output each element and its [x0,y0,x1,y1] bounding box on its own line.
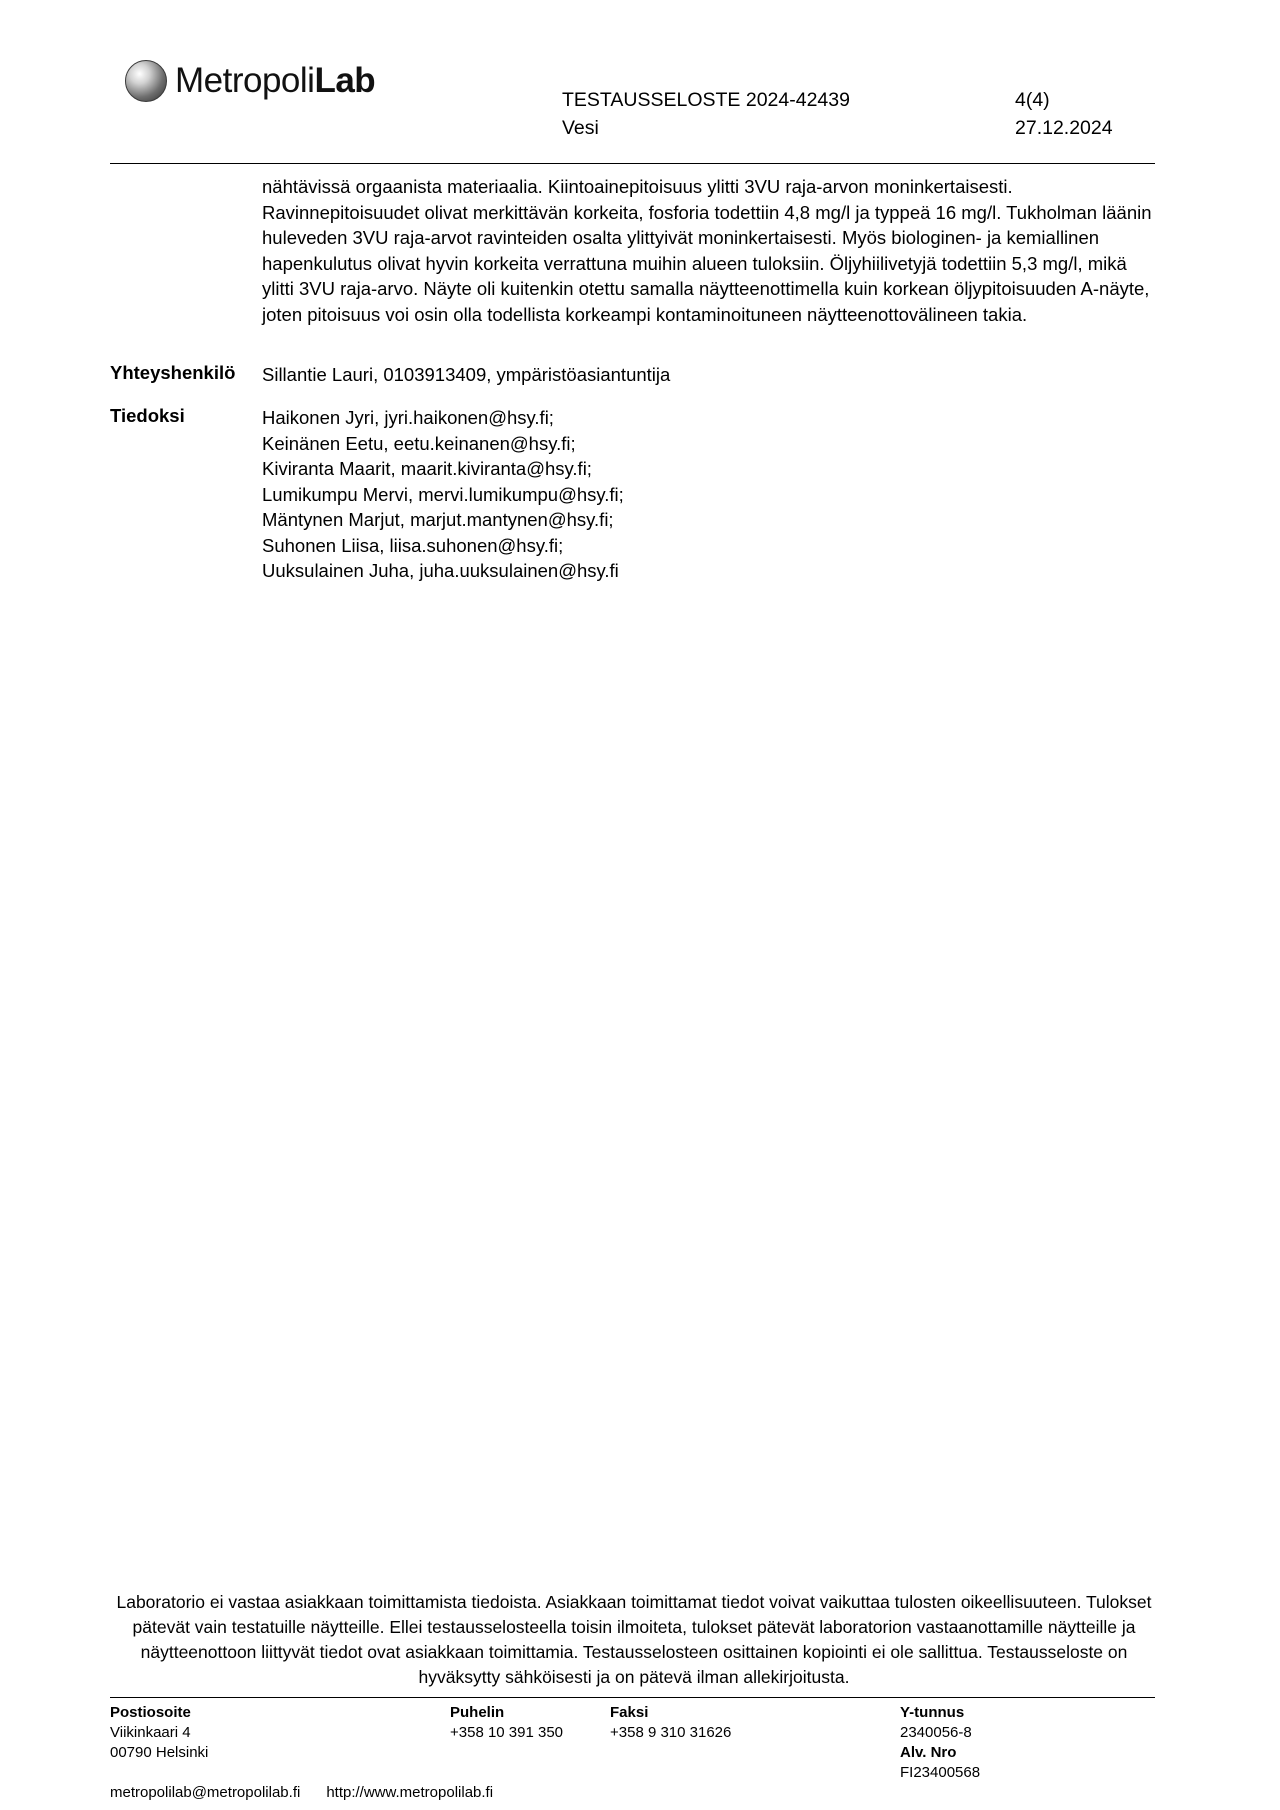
report-subtitle: Vesi [562,117,599,139]
document-footer [0,1703,1280,1803]
footer-business-id-heading: Y-tunnus [900,1704,965,1721]
disclaimer-text: Laboratorio ei vastaa asiakkaan toimittamista tiedoista. Asiakkaan toimittamat tiedot voivat vaikuttaa tulosten oikeellisuuteen. Tulokset pätevät vain testatuille näytteille. Ellei testausselosteella toisin ilmoiteta, tulokset pätevät laboratorion vastaanottamille näytteille ja näytteenottoon liittyvät tiedot ovat asiakkaan toimittamia. Testausselosteen osittainen kopiointi ei ole sallittua. Testausseloste on hyväksytty sähköisesti ja on pätevä ilman allekirjoitusta. [116,1592,1152,1687]
contact-person-value: Sillantie Lauri, 0103913409, ympäristöasiantuntija [262,364,671,385]
contact-person-label: Yhteyshenkilö [110,362,236,383]
list-item: Uuksulainen Juha, juha.uuksulainen@hsy.fi [262,560,619,581]
cc-recipient-list [262,405,624,584]
list-item: Suhonen Liisa, liisa.suhonen@hsy.fi; [262,534,564,556]
logo-word-bold: Lab [314,61,376,100]
cc-label: Tiedoksi [110,405,185,426]
list-item: Mäntynen Marjut, marjut.mantynen@hsy.fi; [262,509,614,530]
list-item: Keinänen Eetu, eetu.keinanen@hsy.fi; [262,432,576,454]
footer-phone-column [450,1703,563,1743]
footer-phone-heading: Puhelin [450,1704,505,1721]
report-date: 27.12.2024 [1015,117,1113,139]
footer-vat-value: FI23400568 [900,1764,981,1781]
footer-contact-line [110,1783,493,1803]
footer-address-line1: Viikinkaari 4 [110,1724,191,1741]
footer-fax-column [610,1703,731,1743]
logo-word-light: Metropoli [175,61,315,100]
footer-address-column [110,1703,208,1763]
footer-vat-column [900,1703,980,1783]
footer-fax-value: +358 9 310 31626 [610,1724,732,1741]
footer-website-link[interactable]: http://www.metropolilab.fi [326,1784,494,1801]
metropolilab-logo [125,60,375,102]
footer-address-heading: Postiosoite [110,1704,191,1721]
document-header [125,52,1155,162]
footer-email[interactable]: metropolilab@metropolilab.fi [110,1784,301,1801]
sphere-logo-icon [125,60,167,102]
footer-business-id-value: 2340056-8 [900,1724,972,1741]
footer-phone-value: +358 10 391 350 [450,1724,564,1741]
footer-address-line2: 00790 Helsinki [110,1744,209,1761]
logo-wordmark [175,61,375,101]
header-divider [110,163,1155,164]
footer-fax-heading: Faksi [610,1704,649,1721]
body-paragraph: nähtävissä orgaanista materiaalia. Kiintoainepitoisuus ylitti 3VU raja-arvon moninkertaisesti. Ravinnepitoisuudet olivat merkittävän korkeita, fosforia todettiin 4,8 mg/l ja typpeä 16 mg/l. Tukholman läänin huleveden 3VU raja-arvot ravinteiden osalta ylittyivät moninkertaisesti. Myös biologinen- ja kemiallinen hapenkulutus olivat hyvin korkeita verrattuna muihin alueen tuloksiin. Öljyhiilivetyjä todettiin 5,3 mg/l, mikä ylitti 3VU raja-arvo. Näyte oli kuitenkin otettu samalla näytteenottimella kuin korkean öljypitoisuuden A-näyte, joten pitoisuus voi osin olla todellista korkeampi kontaminoituneen näytteenottovälineen takia. [262,176,1152,325]
list-item: Kiviranta Maarit, maarit.kiviranta@hsy.fi; [262,458,592,479]
page-number: 4(4) [1015,89,1050,111]
footer-vat-heading: Alv. Nro [900,1744,957,1761]
footer-divider [110,1697,1155,1698]
list-item: Haikonen Jyri, jyri.haikonen@hsy.fi; [262,407,554,428]
list-item: Lumikumpu Mervi, mervi.lumikumpu@hsy.fi; [262,483,624,505]
report-title: TESTAUSSELOSTE 2024-42439 [562,89,850,111]
